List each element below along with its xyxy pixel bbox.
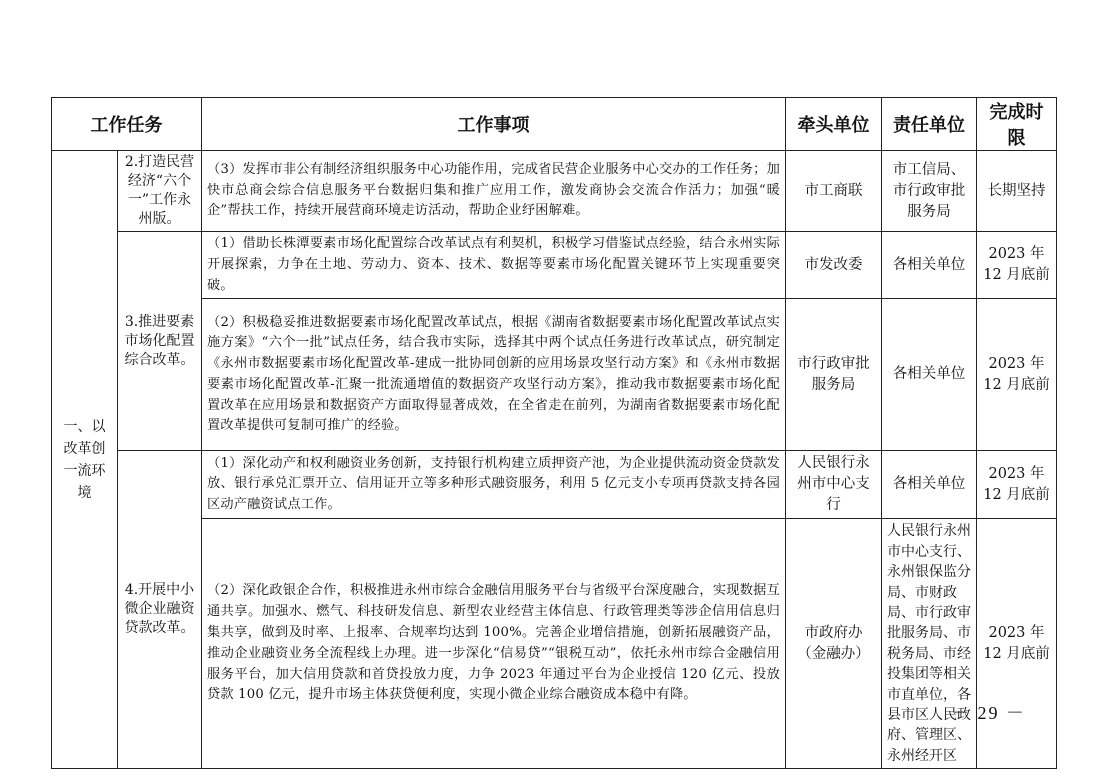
category-cell: 一、以改革创一流环境 xyxy=(52,151,118,769)
lead-unit-cell: 市行政审批服务局 xyxy=(786,299,882,451)
matter-cell: （1）深化动产和权利融资业务创新，支持银行机构建立质押资产池，为企业提供流动资金贷款发放、银行承兑汇票开立、信用证开立等多种形式融资服务，利用 5 亿元支小专项再贷款支持各园区动产融资试点工作。 xyxy=(202,451,786,519)
matter-cell: （3）发挥市非公有制经济组织服务中心功能作用，完成省民营企业服务中心交办的工作任务；加快市总商会综合信息服务平台数据归集和推广应用工作，激发商协会交流合作活力；加强“暖企”帮扶工作，持续开展营商环境走访活动，帮助企业纾困解难。 xyxy=(202,151,786,232)
matter-cell: （2）深化政银企合作，积极推进永州市综合金融信用服务平台与省级平台深度融合，实现数据互通共享。加强水、燃气、科技研发信息、新型农业经营主体信息、行政管理类等涉企信用信息归集共享，做到及时率、上报率、合规率均达到 100%。完善企业增信措施，创新拓展融资产品，推动企业融资业务全流程线上办理。进一步深化“信易贷”“银税互动”，依托永州市综合金融信用服务平台，加大信用贷款和首贷投放力度，力争 2023 年通过平台为企业授信 120 亿元、投放贷款 100 亿元，提升市场主体获贷便利度，实现小微企业综合融资成本稳中有降。 xyxy=(202,519,786,769)
responsible-unit-cell: 各相关单位 xyxy=(882,451,977,519)
subtask-cell: 2.打造民营经济“六个一”工作永州版。 xyxy=(118,151,202,232)
table-row xyxy=(52,451,1057,519)
table-row xyxy=(52,232,1057,299)
deadline-cell: 2023 年 12 月底前 xyxy=(977,451,1057,519)
page-number: － 29 － xyxy=(951,703,1026,723)
deadline-cell: 2023 年 12 月底前 xyxy=(977,519,1057,769)
header-lead: 牵头单位 xyxy=(786,98,882,151)
header-responsible: 责任单位 xyxy=(882,98,977,151)
deadline-cell: 长期坚持 xyxy=(977,151,1057,232)
header-matter: 工作事项 xyxy=(202,98,786,151)
lead-unit-cell: 人民银行永州市中心支行 xyxy=(786,451,882,519)
table-row xyxy=(52,519,1057,769)
responsible-unit-cell: 各相关单位 xyxy=(882,232,977,299)
header-task: 工作任务 xyxy=(52,98,202,151)
deadline-cell: 2023 年 12 月底前 xyxy=(977,232,1057,299)
matter-cell: （1）借助长株潭要素市场化配置综合改革试点有利契机，积极学习借鉴试点经验，结合永州实际开展探索，力争在土地、劳动力、资本、技术、数据等要素市场化配置关键环节上实现重要突破。 xyxy=(202,232,786,299)
lead-unit-cell: 市政府办（金融办） xyxy=(786,519,882,769)
matter-cell: （2）积极稳妥推进数据要素市场化配置改革试点，根据《湖南省数据要素市场化配置改革试点实施方案》“六个一批”试点任务，结合我市实际，选择其中两个试点任务进行改革试点，研究制定《永州市数据要素市场化配置改革-建成一批协同创新的应用场景攻坚行动方案》和《永州市数据要素市场化配置改革-汇聚一批流通增值的数据资产攻坚行动方案》，推动我市数据要素市场化配置改革在应用场景和数据资产方面取得显著成效，在全省走在前列，为湖南省数据要素市场化配置改革提供可复制可推广的经验。 xyxy=(202,299,786,451)
header-deadline: 完成时限 xyxy=(977,98,1057,151)
table-header-row xyxy=(52,98,1057,151)
responsible-unit-cell: 各相关单位 xyxy=(882,299,977,451)
responsible-unit-cell: 市工信局、市行政审批服务局 xyxy=(882,151,977,232)
subtask-cell: 4.开展中小微企业融资贷款改革。 xyxy=(118,451,202,769)
work-task-table xyxy=(51,97,1057,769)
lead-unit-cell: 市工商联 xyxy=(786,151,882,232)
table-row xyxy=(52,299,1057,451)
responsible-unit-cell: 人民银行永州市中心支行、永州银保监分局、市财政局、市行政审批服务局、市税务局、市经投集团等相关市直单位，各县市区人民政府、管理区、永州经开区 xyxy=(882,519,977,769)
table-row xyxy=(52,151,1057,232)
subtask-cell: 3.推进要素市场化配置综合改革。 xyxy=(118,232,202,451)
lead-unit-cell: 市发改委 xyxy=(786,232,882,299)
deadline-cell: 2023 年 12 月底前 xyxy=(977,299,1057,451)
